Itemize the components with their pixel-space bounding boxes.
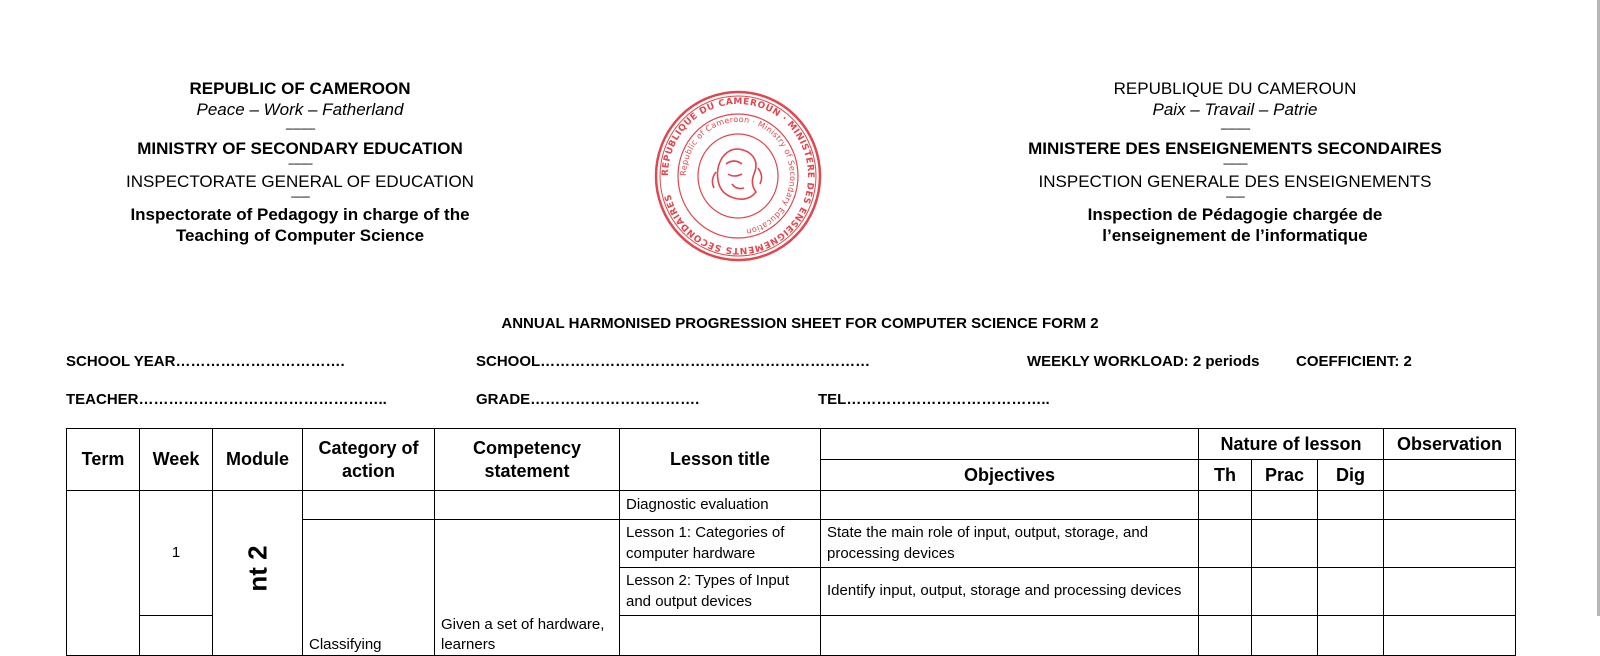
dig-cell: [1318, 616, 1384, 656]
dig-cell: [1318, 568, 1384, 616]
header-observation-sub: [1384, 460, 1516, 491]
competency-cell: [435, 520, 620, 656]
header-term: Term: [67, 429, 140, 491]
separator: -----------: [1220, 122, 1250, 135]
inspectorate-en: INSPECTORATE GENERAL OF EDUCATION: [126, 172, 474, 192]
separator: ---------: [288, 158, 312, 171]
pedagogy-line1-fr: Inspection de Pédagogie chargée de: [1087, 205, 1383, 225]
header-week: Week: [140, 429, 213, 491]
separator: -----------: [285, 122, 315, 135]
header-competency: Competency statement: [435, 429, 620, 491]
header-lesson-title: Lesson title: [620, 429, 821, 491]
observation-cell: [1384, 491, 1516, 520]
header-nature: Nature of lesson: [1199, 429, 1384, 460]
category-cell: [303, 520, 435, 656]
document-title: ANNUAL HARMONISED PROGRESSION SHEET FOR COMPUTER SCIENCE FORM 2: [501, 315, 1099, 332]
prac-cell: [1252, 568, 1318, 616]
weekly-workload: WEEKLY WORKLOAD: 2 periods: [1027, 353, 1260, 370]
observation-cell: [1384, 520, 1516, 568]
school-year-field: SCHOOL YEAR…………………………….: [66, 353, 345, 370]
competency-cell: [435, 491, 620, 520]
motto-en: Peace – Work – Fatherland: [196, 100, 404, 120]
grade-field: GRADE…………………………….: [476, 391, 700, 408]
prac-cell: [1252, 616, 1318, 656]
module-label: nt 2: [241, 545, 272, 592]
school-field: SCHOOL…………………………………………………………: [476, 353, 871, 370]
pedagogy-line2-fr: l’enseignement de l’informatique: [1102, 226, 1368, 246]
separator: -------: [1225, 191, 1245, 204]
th-cell: [1199, 568, 1252, 616]
lesson-cell: Diagnostic evaluation: [620, 491, 821, 520]
pedagogy-line2-en: Teaching of Computer Science: [175, 226, 425, 246]
header-objectives-top: [821, 429, 1199, 460]
objective-cell: [821, 491, 1199, 520]
objective-cell: State the main role of input, output, storage, and processing devices: [821, 520, 1199, 568]
th-cell: [1199, 520, 1252, 568]
category-cell: [303, 491, 435, 520]
category-text: Classifying: [309, 635, 382, 653]
official-seal-icon: [652, 88, 824, 264]
term-cell: [67, 491, 140, 656]
objective-cell: Identify input, output, storage and processing devices: [821, 568, 1199, 616]
inspectorate-fr: INSPECTION GENERALE DES ENSEIGNEMENTS: [1038, 172, 1432, 192]
table-row: [67, 491, 1516, 520]
competency-text: Given a set of hardware, learners: [441, 615, 605, 653]
header-prac: Prac: [1252, 460, 1318, 491]
lesson-cell: Lesson 2: Types of Input and output devices: [620, 568, 821, 616]
th-cell: [1199, 491, 1252, 520]
th-cell: [1199, 616, 1252, 656]
prac-cell: [1252, 520, 1318, 568]
header-french: [1010, 78, 1460, 247]
table-header-row: [67, 429, 1516, 460]
week-cell: 1: [140, 491, 213, 616]
lesson-cell: [620, 616, 821, 656]
header-observation: Observation: [1384, 429, 1516, 460]
seal-inner-text: Republic of Cameroon · Ministry of Secondary Education: [678, 114, 798, 237]
dig-cell: [1318, 520, 1384, 568]
seal-outer-text: REPUBLIQUE DU CAMEROUN · MINISTERE DES ENSEIGNEMENTS SECONDAIRES: [660, 96, 816, 256]
teacher-field: TEACHER…………………………………………..: [66, 391, 387, 408]
coefficient: COEFFICIENT: 2: [1296, 353, 1412, 370]
observation-cell: [1384, 616, 1516, 656]
country-name-en: REPUBLIC OF CAMEROON: [189, 79, 411, 98]
separator: -------: [290, 191, 310, 204]
header-category: Category of action: [303, 429, 435, 491]
progression-table: [66, 428, 1516, 656]
country-name-fr: REPUBLIQUE DU CAMEROUN: [1113, 79, 1357, 98]
lesson-cell: Lesson 1: Categories of computer hardware: [620, 520, 821, 568]
observation-cell: [1384, 568, 1516, 616]
pedagogy-line1-en: Inspectorate of Pedagogy in charge of the: [130, 205, 470, 225]
ministry-fr: MINISTERE DES ENSEIGNEMENTS SECONDAIRES: [1028, 139, 1442, 159]
header-th: Th: [1199, 460, 1252, 491]
prac-cell: [1252, 491, 1318, 520]
objective-cell: [821, 616, 1199, 656]
module-cell: [213, 491, 303, 656]
dig-cell: [1318, 491, 1384, 520]
header-objectives: Objectives: [821, 460, 1199, 491]
header-module: Module: [213, 429, 303, 491]
motto-fr: Paix – Travail – Patrie: [1152, 100, 1318, 120]
header-dig: Dig: [1318, 460, 1384, 491]
header-english: [110, 78, 490, 247]
week-cell: [140, 616, 213, 656]
tel-field: TEL…………………………………..: [818, 391, 1050, 408]
ministry-en: MINISTRY OF SECONDARY EDUCATION: [137, 139, 463, 159]
separator: ---------: [1223, 158, 1247, 171]
